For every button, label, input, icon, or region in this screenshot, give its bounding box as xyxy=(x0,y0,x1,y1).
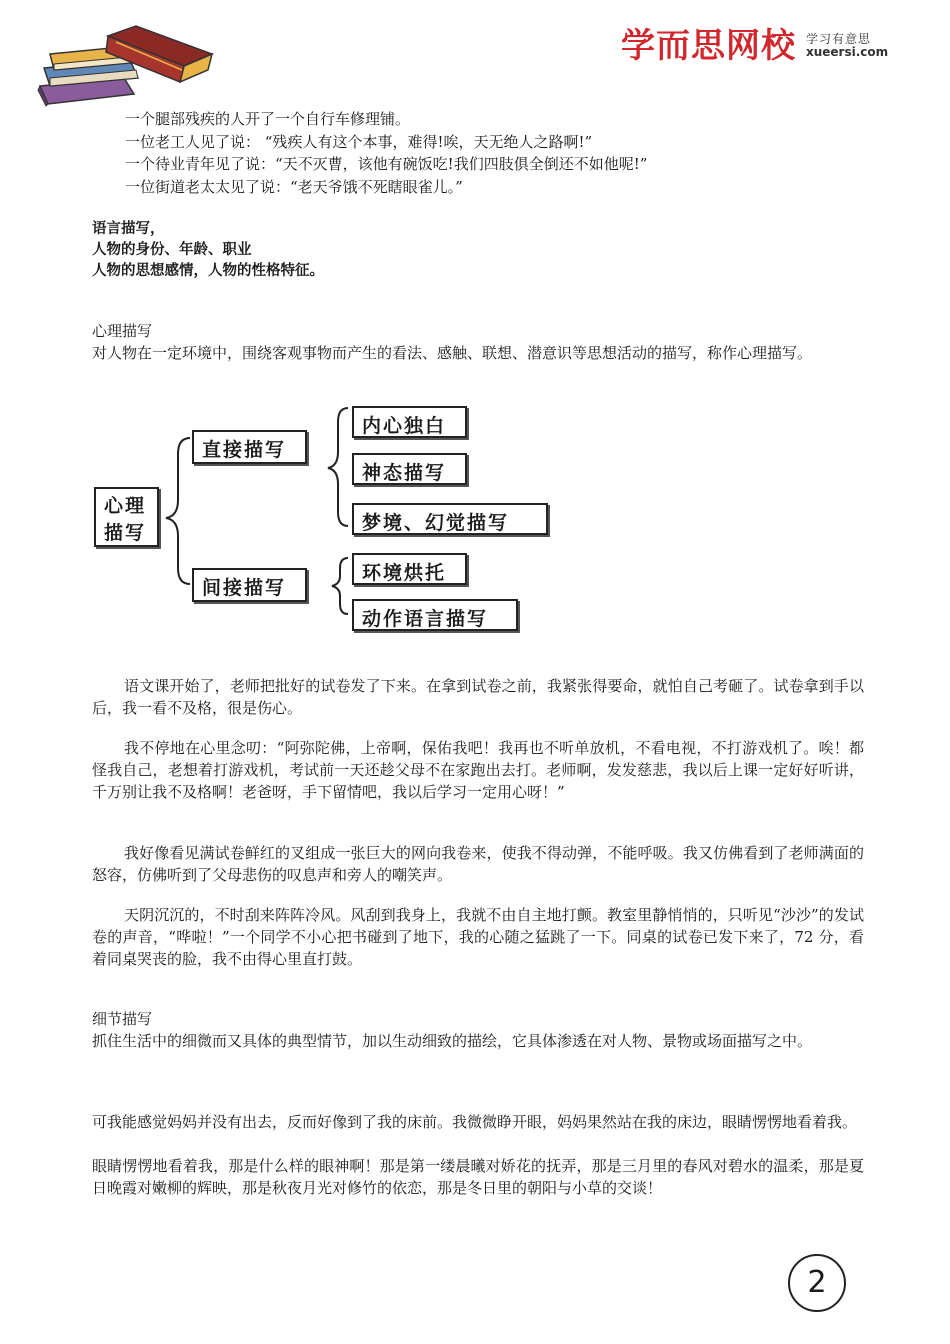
diagram-indirect: 间接描写 xyxy=(192,568,307,602)
diagram-root: 心理 描写 xyxy=(94,487,159,547)
psych-title: 心理描写 xyxy=(92,322,153,340)
diagram-direct-child: 梦境、幻觉描写 xyxy=(352,503,548,535)
story-line: 一个待业青年见了说：“天不灭曹，该他有碗饭吃!我们四肢俱全倒还不如他呢!” xyxy=(125,155,648,173)
diagram-direct-child: 内心独白 xyxy=(352,406,467,438)
psych-definition: 对人物在一定环境中，围绕客观事物而产生的看法、感触、联想、潜意识等思想活动的描写，称作心理描写。 xyxy=(92,344,813,362)
detail-example: 可我能感觉妈妈并没有出去，反而好像到了我的床前。我微微睁开眼，妈妈果然站在我的床边，眼睛愣愣地看着我。 xyxy=(92,1113,858,1131)
diagram-direct-child: 神态描写 xyxy=(352,453,467,485)
example-paragraph: 天阴沉沉的，不时刮来阵阵冷风。风刮到我身上，我就不由自主地打颤。教室里静悄悄的，只听见“沙沙”的发试卷的声音，“哗啦！”一个同学不小心把书碰到了地下，我的心随之猛跳了一下。同桌的试卷已发下来了，72 分，看着同桌哭丧的脸，我不由得心里直打鼓。 xyxy=(92,906,864,968)
language-desc-line: 人物的身份、年龄、职业 xyxy=(92,242,252,258)
logo-url: xueersi.com xyxy=(806,45,889,59)
story-line: 一位街道老太太见了说：“老天爷饿不死瞎眼雀儿。” xyxy=(125,178,463,196)
diagram-indirect-child: 动作语言描写 xyxy=(352,599,518,631)
detail-definition: 抓住生活中的细微而又具体的典型情节，加以生动细致的描绘，它具体渗透在对人物、景物或场面描写之中。 xyxy=(92,1032,813,1050)
diagram-indirect-child: 环境烘托 xyxy=(352,553,467,585)
story-line: 一位老工人见了说： “残疾人有这个本事，难得!唉，天无绝人之路啊!” xyxy=(125,133,593,151)
language-desc-line: 人物的思想感情，人物的性格特征。 xyxy=(92,263,324,279)
story-line: 一个腿部残疾的人开了一个自行车修理铺。 xyxy=(125,110,411,128)
page-number: 2 xyxy=(788,1254,846,1312)
logo-text: 学而思网校 xyxy=(621,26,796,66)
diagram-direct: 直接描写 xyxy=(192,430,307,464)
books-illustration xyxy=(36,24,216,108)
detail-example: 眼睛愣愣地看着我，那是什么样的眼神啊！那是第一缕晨曦对娇花的抚弄，那是三月里的春风对碧水的温柔，那是夏日晚霞对嫩柳的辉映，那是秋夜月光对修竹的依恋，那是冬日里的朝阳与小草的交谈！ xyxy=(92,1157,864,1197)
example-paragraph: 我好像看见满试卷鲜红的叉组成一张巨大的网向我卷来，使我不得动弹，不能呼吸。我又仿佛看到了老师满面的怒容，仿佛听到了父母悲伤的叹息声和旁人的嘲笑声。 xyxy=(92,844,864,884)
logo-slogan: 学习有意思 xyxy=(806,32,872,46)
language-desc-line: 语言描写， xyxy=(92,221,165,237)
example-paragraph: 语文课开始了，老师把批好的试卷发了下来。在拿到试卷之前，我紧张得要命，就怕自己考砸了。试卷拿到手以后，我一看不及格，很是伤心。 xyxy=(92,677,864,717)
example-paragraph: 我不停地在心里念叨：“阿弥陀佛，上帝啊，保佑我吧！我再也不听单放机，不看电视，不打游戏机了。唉！都怪我自己，老想着打游戏机，考试前一天还趁父母不在家跑出去打。老师啊，发发慈悲，我以后上课一定好好听讲，千万别让我不及格啊！老爸呀，手下留情吧，我以后学习一定用心呀！” xyxy=(92,739,864,801)
detail-title: 细节描写 xyxy=(92,1010,153,1028)
